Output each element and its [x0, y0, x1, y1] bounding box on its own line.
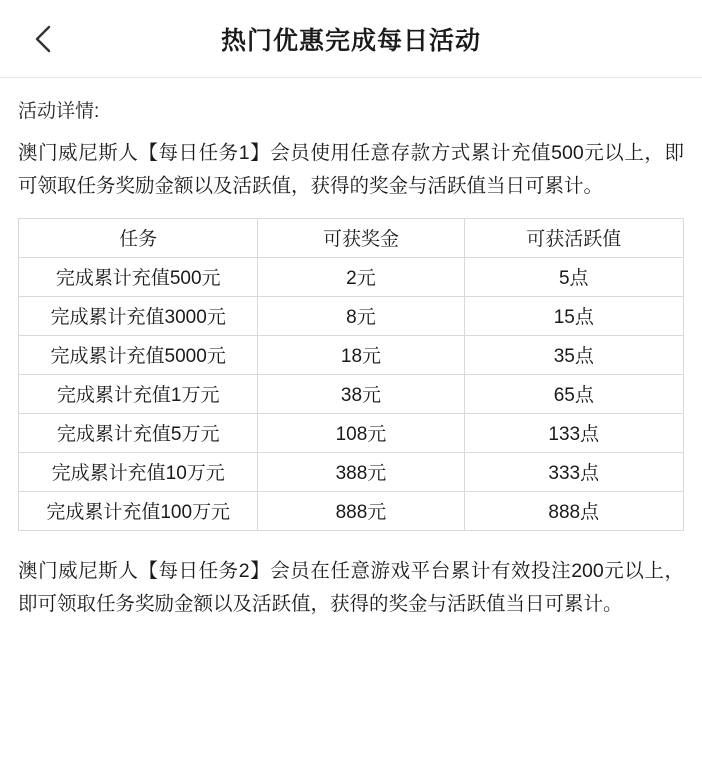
reward-table: [18, 218, 684, 531]
table-header-cell: 可获奖金: [258, 218, 464, 257]
table-row: [19, 491, 684, 530]
table-cell-bonus: 8元: [258, 296, 464, 335]
table-cell-task: 完成累计充值1万元: [19, 374, 258, 413]
table-cell-bonus: 888元: [258, 491, 464, 530]
table-cell-points: 133点: [464, 413, 683, 452]
table-cell-points: 35点: [464, 335, 683, 374]
page-title: 热门优惠完成每日活动: [220, 26, 481, 55]
chevron-left-icon: [32, 23, 54, 55]
table-cell-task: 完成累计充值10万元: [19, 452, 258, 491]
table-header-cell: 任务: [19, 218, 258, 257]
table-cell-points: 65点: [464, 374, 683, 413]
table-cell-points: 333点: [464, 452, 683, 491]
table-cell-bonus: 388元: [258, 452, 464, 491]
table-row: [19, 452, 684, 491]
table-cell-points: 5点: [464, 257, 683, 296]
table-cell-task: 完成累计充值500元: [19, 257, 258, 296]
table-cell-bonus: 108元: [258, 413, 464, 452]
table-cell-task: 完成累计充值5000元: [19, 335, 258, 374]
table-cell-bonus: 2元: [258, 257, 464, 296]
table-cell-task: 完成累计充值3000元: [19, 296, 258, 335]
table-header-cell: 可获活跃值: [464, 218, 683, 257]
back-button[interactable]: [26, 22, 60, 56]
table-cell-points: 888点: [464, 491, 683, 530]
page-header: [0, 0, 702, 78]
activity-detail-label: 活动详情:: [18, 101, 100, 122]
table-row: [19, 257, 684, 296]
table-cell-points: 15点: [464, 296, 683, 335]
table-cell-bonus: 18元: [258, 335, 464, 374]
table-row: [19, 335, 684, 374]
page-content: [0, 78, 702, 622]
table-cell-bonus: 38元: [258, 374, 464, 413]
table-row: [19, 296, 684, 335]
table-header-row: [19, 218, 684, 257]
table-row: [19, 374, 684, 413]
table-cell-task: 完成累计充值5万元: [19, 413, 258, 452]
table-cell-task: 完成累计充值100万元: [19, 491, 258, 530]
table-row: [19, 413, 684, 452]
task1-description: 澳门威尼斯人【每日任务1】会员使用任意存款方式累计充值500元以上，即可领取任务奖励金额以及活跃值，获得的奖金与活跃值当日可累计。: [18, 141, 684, 198]
task2-description: 澳门威尼斯人【每日任务2】会员在任意游戏平台累计有效投注200元以上，即可领取任务奖励金额以及活跃值，获得的奖金与活跃值当日可累计。: [18, 559, 684, 616]
